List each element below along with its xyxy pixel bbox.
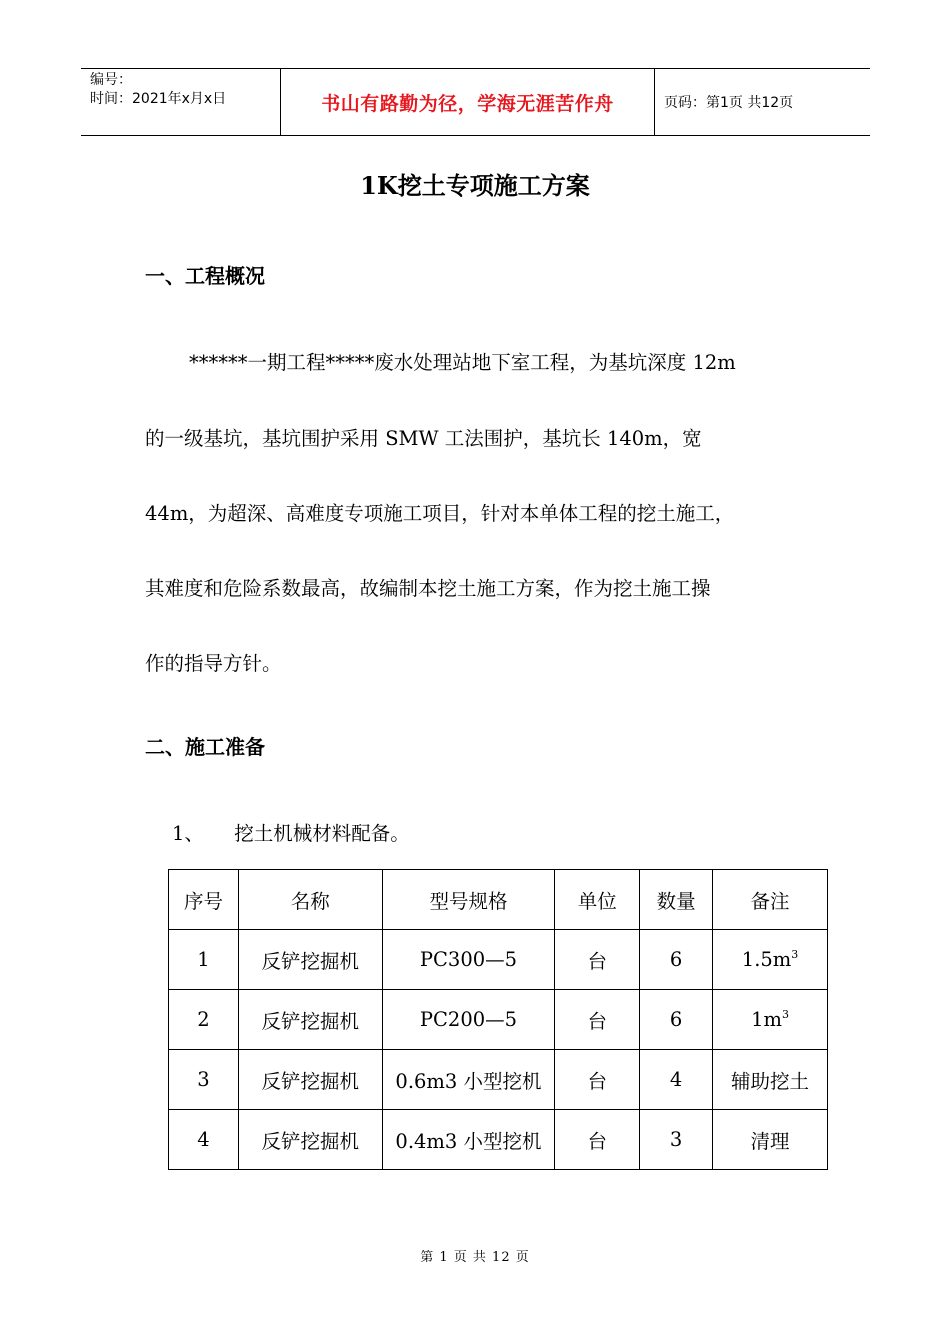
table-cell: 0.6m3 小型挖机 <box>382 1050 555 1110</box>
table-cell-value: 1m <box>751 1008 782 1031</box>
table-cell: 0.4m3 小型挖机 <box>382 1110 555 1170</box>
section1-heading: 一、工程概况 <box>145 264 265 288</box>
header-motto: 书山有路勤为径，学海无涯苦作舟 <box>321 92 614 115</box>
list-item-text: 挖土机械材料配备。 <box>234 822 410 845</box>
document-title: 1K挖土专项施工方案 <box>360 171 590 200</box>
table-header-row <box>169 870 828 930</box>
table-cell: 台 <box>555 1110 640 1170</box>
table-cell: 台 <box>555 930 640 990</box>
table-cell: 6 <box>640 990 713 1050</box>
table-cell <box>713 930 828 990</box>
table-cell: 清理 <box>713 1110 828 1170</box>
table-cell: 3 <box>169 1050 239 1110</box>
list-item <box>172 818 410 846</box>
table-cell: 反铲挖掘机 <box>238 1050 382 1110</box>
table-cell: 6 <box>640 930 713 990</box>
table-cell: 台 <box>555 990 640 1050</box>
header-table <box>81 68 870 136</box>
page-footer: 第 1 页 共 12 页 <box>420 1250 530 1265</box>
table-cell: PC200—5 <box>382 990 555 1050</box>
section1-line-2: 的一级基坑，基坑围护采用 SMW 工法围护，基坑长 140m，宽 <box>145 427 702 450</box>
header-number-label: 编号： <box>90 72 132 88</box>
table-header-cell: 型号规格 <box>382 870 555 930</box>
section1-line-1: ******一期工程*****废水处理站地下室工程，为基坑深度 12m <box>189 351 736 374</box>
section1-line-3: 44m，为超深、高难度专项施工项目，针对本单体工程的挖土施工， <box>145 502 735 525</box>
table-header-cell: 单位 <box>555 870 640 930</box>
table-cell <box>713 990 828 1050</box>
superscript: 3 <box>781 1008 789 1021</box>
table-cell: 反铲挖掘机 <box>238 1110 382 1170</box>
table-cell-value: 1.5m <box>741 948 792 971</box>
table-header-cell: 名称 <box>238 870 382 930</box>
table-header-cell: 备注 <box>713 870 828 930</box>
header-page-info: 页码：第1页 共12页 <box>664 95 794 111</box>
table-row <box>169 1110 828 1170</box>
superscript: 3 <box>791 948 799 961</box>
list-item-number: 1、 <box>172 822 204 845</box>
table-row <box>169 930 828 990</box>
table-cell: 4 <box>640 1050 713 1110</box>
table-row <box>169 990 828 1050</box>
table-cell: 反铲挖掘机 <box>238 990 382 1050</box>
header-motto-cell <box>281 69 655 135</box>
table-header-cell: 序号 <box>169 870 239 930</box>
table-cell: 2 <box>169 990 239 1050</box>
table-cell: 4 <box>169 1110 239 1170</box>
table-header-cell: 数量 <box>640 870 713 930</box>
section1-line-4: 其难度和危险系数最高，故编制本挖土施工方案，作为挖土施工操 <box>145 577 711 600</box>
section2-heading: 二、施工准备 <box>145 735 265 759</box>
header-time-label: 时间：2021年x月x日 <box>90 91 227 107</box>
header-left-cell <box>81 69 281 135</box>
table-cell: 辅助挖土 <box>713 1050 828 1110</box>
table-cell: 1 <box>169 930 239 990</box>
section1-line-5: 作的指导方针。 <box>145 652 282 675</box>
table-row <box>169 1050 828 1110</box>
table-cell: 3 <box>640 1110 713 1170</box>
equipment-table <box>168 869 828 1170</box>
table-cell: 反铲挖掘机 <box>238 930 382 990</box>
table-cell: PC300—5 <box>382 930 555 990</box>
table-cell: 台 <box>555 1050 640 1110</box>
